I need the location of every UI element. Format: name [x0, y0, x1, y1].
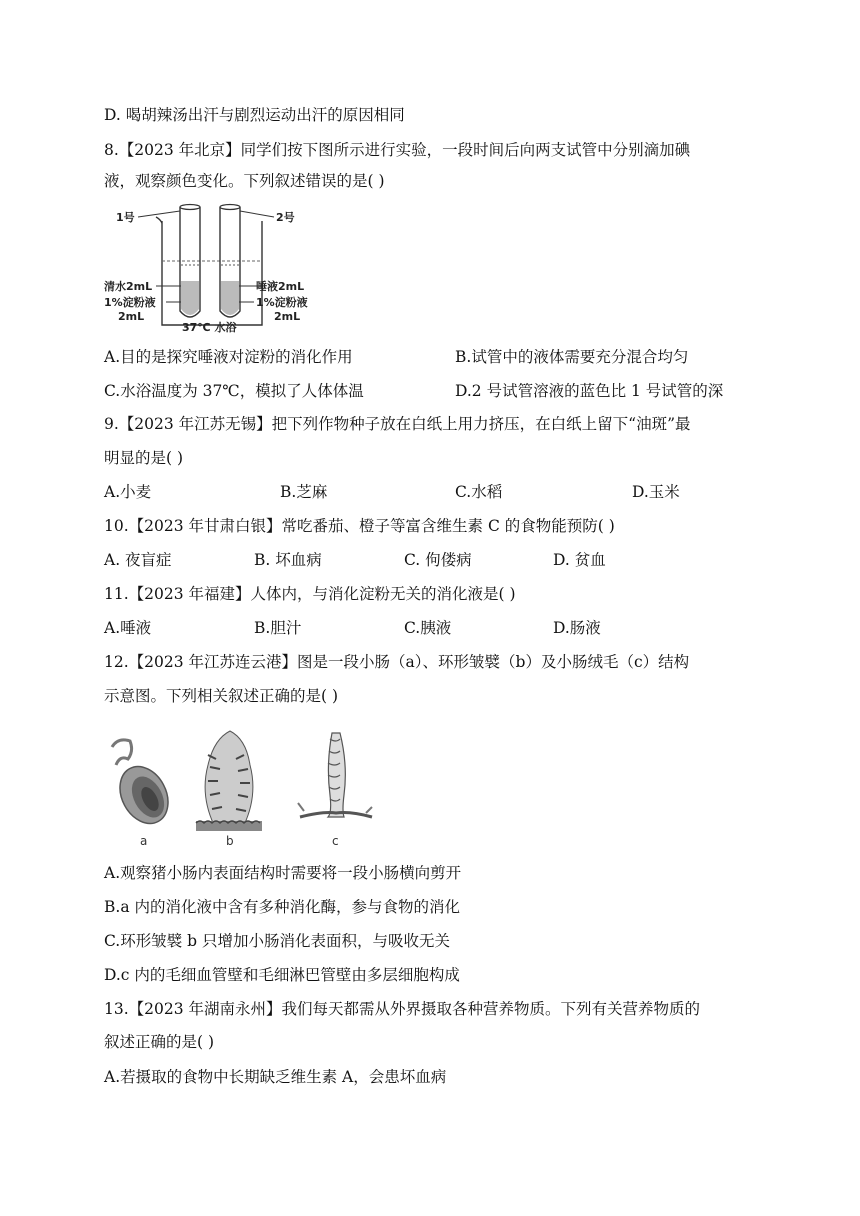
q13-stem-line1: 13.【2023 年湖南永州】我们每天都需从外界摄取各种营养物质。下列有关营养物质的: [104, 1000, 701, 1018]
figure-label-a: a: [140, 834, 148, 848]
villus-illustration: [298, 733, 372, 817]
figure-label-c: c: [332, 834, 339, 848]
q9-stem-line2: 明显的是( ): [104, 449, 184, 467]
q8-stem-line1: 8.【2023 年北京】同学们按下图所示进行实验，一段时间后向两支试管中分别滴加碘: [104, 141, 691, 159]
left-label-starch: 1%淀粉液: [104, 296, 156, 309]
q9-stem-line1: 9.【2023 年江苏无锡】把下列作物种子放在白纸上用力挤压，在白纸上留下“油斑”最: [104, 415, 691, 433]
water-bath-label: 37℃ 水浴: [182, 321, 237, 333]
q10-option-c: C. 佝偻病: [404, 551, 472, 569]
q11-stem: 11.【2023 年福建】人体内，与消化淀粉无关的消化液是( ): [104, 585, 516, 603]
q9-option-d: D.玉米: [632, 483, 680, 501]
q8-option-b: B.试管中的液体需要充分混合均匀: [455, 348, 689, 366]
q8-test-tube-figure: [104, 203, 324, 333]
figure-label-b: b: [226, 834, 234, 848]
q8-stem-line2: 液，观察颜色变化。下列叙述错误的是( ): [104, 172, 385, 190]
q7-option-d: D. 喝胡辣汤出汗与剧烈运动出汗的原因相同: [104, 106, 405, 124]
q10-stem: 10.【2023 年甘肃白银】常吃番茄、橙子等富含维生素 C 的食物能预防( ): [104, 517, 615, 535]
q11-option-b: B.胆汁: [254, 619, 302, 637]
right-label-saliva: 唾液2mL: [256, 280, 305, 293]
q10-option-a: A. 夜盲症: [104, 551, 172, 569]
q12-option-b: B.a 内的消化液中含有多种消化酶，参与食物的消化: [104, 898, 460, 916]
q8-option-c: C.水浴温度为 37℃，模拟了人体体温: [104, 382, 364, 400]
q11-option-c: C.胰液: [404, 619, 452, 637]
right-label-starch-vol: 2mL: [274, 310, 301, 323]
q12-stem-line1: 12.【2023 年江苏连云港】图是一段小肠（a）、环形皱襞（b）及小肠绒毛（c）结构: [104, 653, 690, 671]
q9-option-b: B.芝麻: [280, 483, 328, 501]
q12-intestine-figure: [104, 725, 374, 850]
q12-option-a: A.观察猪小肠内表面结构时需要将一段小肠横向剪开: [104, 864, 462, 882]
q13-option-a: A.若摄取的食物中长期缺乏维生素 A，会患坏血病: [104, 1068, 447, 1086]
circular-folds-illustration: [196, 731, 262, 831]
left-label-water: 清水2mL: [104, 280, 153, 293]
left-label-starch-vol: 2mL: [118, 310, 145, 323]
right-label-starch: 1%淀粉液: [256, 296, 308, 309]
q8-option-d: D.2 号试管溶液的蓝色比 1 号试管的深: [455, 382, 724, 400]
q12-option-d: D.c 内的毛细血管壁和毛细淋巴管壁由多层细胞构成: [104, 966, 460, 984]
q13-stem-line2: 叙述正确的是( ): [104, 1033, 215, 1051]
q12-option-c: C.环形皱襞 b 只增加小肠消化表面积，与吸收无关: [104, 932, 451, 950]
q11-option-a: A.唾液: [104, 619, 152, 637]
tube2-label: 2号: [276, 211, 295, 224]
q9-option-a: A.小麦: [104, 483, 152, 501]
tube1-label: 1号: [116, 211, 135, 224]
q10-option-b: B. 坏血病: [254, 551, 322, 569]
q10-option-d: D. 贫血: [553, 551, 606, 569]
q8-option-a: A.目的是探究唾液对淀粉的消化作用: [104, 348, 353, 366]
small-intestine-illustration: [110, 740, 177, 832]
q11-option-d: D.肠液: [553, 619, 601, 637]
q12-stem-line2: 示意图。下列相关叙述正确的是( ): [104, 687, 339, 705]
q9-option-c: C.水稻: [455, 483, 503, 501]
